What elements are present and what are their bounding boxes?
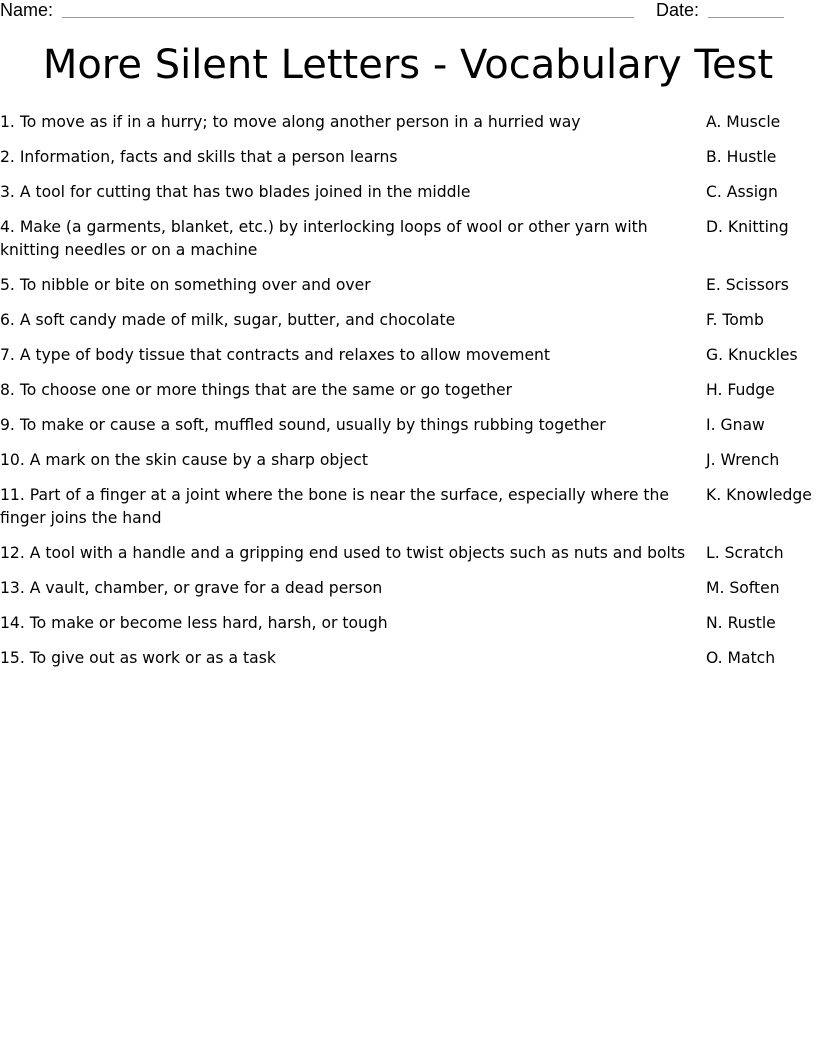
clue-text: 6. A soft candy made of milk, sugar, butter, and chocolate [0, 311, 456, 329]
question-row [0, 344, 816, 367]
clue-text: 12. A tool with a handle and a gripping end used to twist objects such as nuts and bolts [0, 544, 686, 562]
answer-option: F. Tomb [706, 311, 764, 329]
date-blank-line[interactable] [708, 17, 784, 18]
clue-text: 14. To make or become less hard, harsh, or tough [0, 614, 388, 632]
clue-text: 2. Information, facts and skills that a person learns [0, 148, 398, 166]
clue-text: 1. To move as if in a hurry; to move along another person in a hurried way [0, 113, 581, 131]
question-row [0, 146, 816, 169]
answer-option: I. Gnaw [706, 416, 765, 434]
clue-text: 15. To give out as work or as a task [0, 649, 276, 667]
clue-text: 9. To make or cause a soft, muffled sound, usually by things rubbing together [0, 416, 606, 434]
answer-option: D. Knitting [706, 218, 789, 236]
question-row [0, 647, 816, 670]
question-row [0, 216, 816, 262]
answer-option: B. Hustle [706, 148, 777, 166]
question-row [0, 414, 816, 437]
clue-text: 11. Part of a finger at a joint where the bone is near the surface, especially where the finger joins the hand [0, 486, 670, 527]
question-row [0, 484, 816, 530]
header [0, 0, 816, 22]
clue-text: 5. To nibble or bite on something over and over [0, 276, 371, 294]
answer-option: A. Muscle [706, 113, 781, 131]
name-blank-line[interactable] [62, 17, 634, 18]
answer-option: O. Match [706, 649, 776, 667]
answer-option: N. Rustle [706, 614, 776, 632]
clue-text: 10. A mark on the skin cause by a sharp object [0, 451, 368, 469]
answer-option: J. Wrench [706, 451, 780, 469]
answer-option: G. Knuckles [706, 346, 798, 364]
name-label: Name: [0, 0, 54, 20]
clue-text: 13. A vault, chamber, or grave for a dead person [0, 579, 383, 597]
answer-option: M. Soften [706, 579, 780, 597]
clue-text: 3. A tool for cutting that has two blades joined in the middle [0, 183, 471, 201]
answer-option: K. Knowledge [706, 486, 812, 504]
answer-option: C. Assign [706, 183, 778, 201]
question-list [0, 111, 816, 682]
date-label: Date: [656, 0, 700, 20]
answer-option: L. Scratch [706, 544, 784, 562]
question-row [0, 379, 816, 402]
question-row [0, 309, 816, 332]
question-row [0, 577, 816, 600]
question-row [0, 181, 816, 204]
clue-text: 7. A type of body tissue that contracts and relaxes to allow movement [0, 346, 551, 364]
question-row [0, 111, 816, 134]
question-row [0, 274, 816, 297]
page-title: More Silent Letters - Vocabulary Test [42, 42, 774, 88]
question-row [0, 542, 816, 565]
question-row [0, 449, 816, 472]
clue-text: 8. To choose one or more things that are the same or go together [0, 381, 513, 399]
answer-option: E. Scissors [706, 276, 789, 294]
answer-option: H. Fudge [706, 381, 775, 399]
question-row [0, 612, 816, 635]
clue-text: 4. Make (a garments, blanket, etc.) by interlocking loops of wool or other yarn with knitting needles or on a machine [0, 218, 648, 259]
